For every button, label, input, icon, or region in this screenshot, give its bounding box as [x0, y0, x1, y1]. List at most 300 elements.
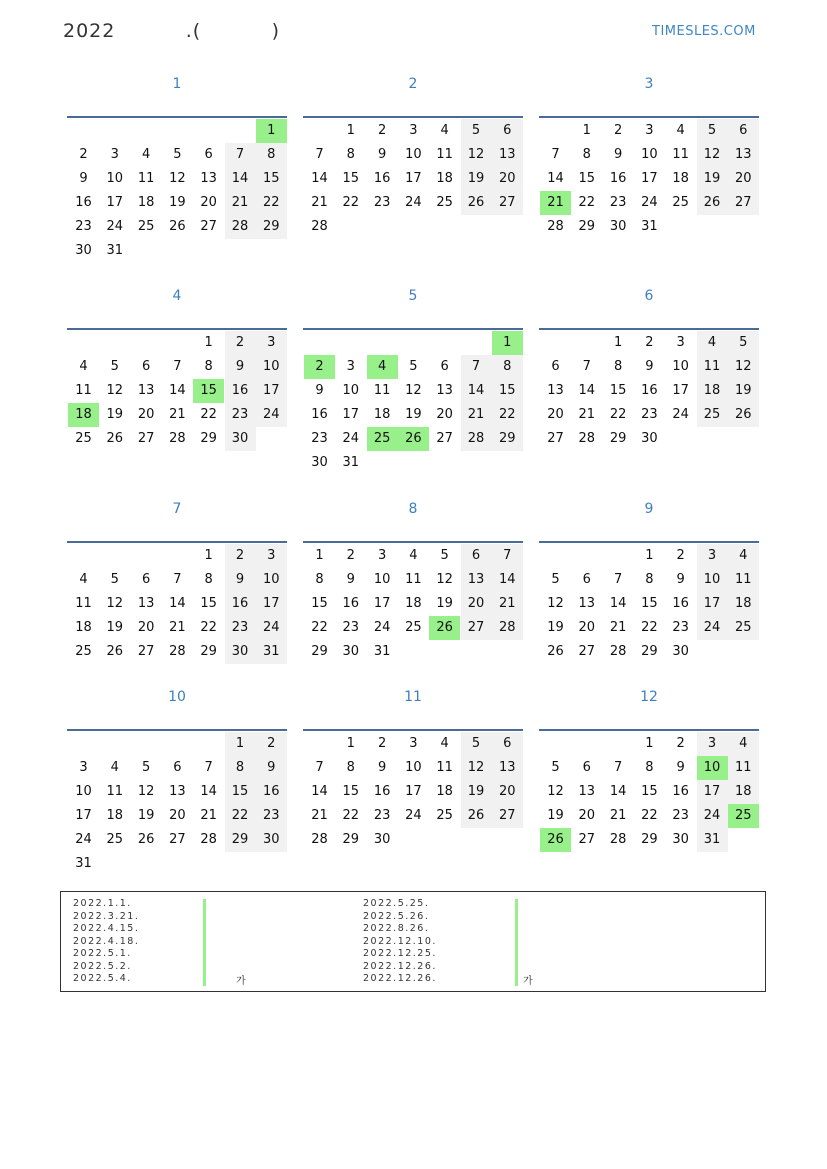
day-cell: 7 — [173, 571, 182, 587]
day-cell: 14 — [225, 167, 256, 191]
day-cell: 30 — [225, 427, 256, 451]
day-cell: 21 — [609, 807, 627, 823]
day-cell: 13 — [728, 143, 759, 167]
day-cell: 1 — [315, 548, 324, 563]
day-cell: 18 — [728, 592, 759, 616]
day-cell: 25 — [697, 403, 728, 427]
month-header-rule — [67, 116, 287, 118]
day-cell: 6 — [204, 146, 213, 162]
day-cell: 22 — [225, 804, 256, 828]
day-cell: 16 — [225, 379, 256, 403]
day-cell: 25 — [436, 807, 453, 823]
day-cell: 29 — [492, 427, 523, 451]
day-cell: 12 — [728, 355, 759, 379]
day-cell: 22 — [578, 194, 596, 210]
day-cell: 15 — [641, 783, 658, 799]
day-cell: 6 — [141, 358, 151, 374]
day-cell: 18 — [672, 170, 689, 186]
day-cell: 5 — [728, 331, 759, 355]
day-cell: 27 — [492, 804, 523, 828]
day-cell: 9 — [346, 571, 355, 587]
day-cell: 10 — [256, 568, 287, 592]
day-cell: 3 — [409, 123, 418, 138]
month-header-rule — [67, 328, 287, 330]
day-cell: 9 — [645, 358, 654, 374]
day-cell: 26 — [461, 804, 492, 828]
page-title: 2022 .( ) — [63, 20, 281, 42]
day-cell: 9 — [315, 382, 324, 398]
day-cell: 29 — [609, 430, 627, 446]
day-cell: 23 — [225, 616, 256, 640]
day-cell: 3 — [697, 544, 728, 568]
day-cell: 12 — [137, 783, 155, 799]
day-cell: 4 — [79, 358, 88, 374]
day-cell: 19 — [137, 807, 155, 823]
site-logo[interactable]: TIMESLES.COM — [652, 24, 756, 39]
day-cell: 17 — [256, 592, 287, 616]
day-cell: 25 — [75, 430, 92, 446]
day-cell: 12 — [169, 170, 186, 186]
day-cell: 28 — [200, 831, 217, 847]
day-cell: 22 — [200, 406, 217, 422]
day-cell: 11 — [106, 783, 124, 799]
day-cell: 1 — [613, 335, 623, 350]
day-cell: 5 — [110, 571, 119, 587]
holiday-day-cell: 1 — [256, 119, 287, 143]
month-header-rule — [539, 328, 759, 330]
legend-suffix-right: 가 — [523, 976, 533, 987]
day-cell: 8 — [492, 355, 523, 379]
day-cell: 6 — [492, 732, 523, 756]
day-cell: 3 — [676, 335, 685, 350]
day-cell: 14 — [578, 382, 596, 398]
day-cell: 23 — [609, 194, 627, 210]
legend-bar-left — [203, 899, 206, 986]
day-cell: 10 — [106, 170, 124, 186]
month-7 — [67, 499, 287, 659]
day-cell: 2 — [676, 548, 685, 563]
month-title: 7 — [172, 501, 182, 517]
day-cell: 27 — [169, 831, 186, 847]
day-cell: 6 — [582, 571, 591, 587]
day-cell: 28 — [311, 218, 328, 234]
day-cell: 13 — [200, 170, 217, 186]
month-title: 1 — [172, 76, 182, 92]
day-cell: 8 — [613, 358, 623, 374]
day-cell: 26 — [169, 218, 186, 234]
day-cell: 14 — [169, 595, 186, 611]
day-cell: 18 — [728, 780, 759, 804]
day-cell: 2 — [377, 736, 387, 751]
day-cell: 18 — [436, 170, 453, 186]
holiday-day-cell: 1 — [492, 331, 523, 355]
day-cell: 16 — [225, 592, 256, 616]
day-cell: 4 — [728, 544, 759, 568]
day-cell: 18 — [373, 406, 391, 422]
day-cell: 6 — [582, 759, 591, 775]
day-cell: 24 — [75, 831, 92, 847]
day-cell: 24 — [342, 430, 360, 446]
legend-bar-right — [515, 899, 518, 986]
day-cell: 27 — [492, 191, 523, 215]
day-cell: 25 — [106, 831, 124, 847]
legend-date: 2022.1.1. — [73, 898, 132, 909]
day-cell: 4 — [440, 123, 449, 138]
day-cell: 22 — [492, 403, 523, 427]
day-cell: 25 — [75, 643, 92, 659]
day-cell: 5 — [551, 571, 560, 587]
month-header-rule — [303, 541, 523, 543]
day-cell: 9 — [225, 355, 256, 379]
day-cell: 5 — [409, 358, 418, 374]
day-cell: 24 — [373, 619, 391, 635]
legend-date: 2022.12.26. — [363, 973, 437, 984]
month-4 — [67, 286, 287, 446]
day-cell: 20 — [492, 780, 523, 804]
day-cell: 21 — [311, 194, 328, 210]
month-header-rule — [539, 541, 759, 543]
day-cell: 15 — [641, 595, 658, 611]
day-cell: 20 — [492, 167, 523, 191]
day-cell: 31 — [342, 454, 360, 470]
day-cell: 23 — [672, 807, 689, 823]
day-cell: 21 — [578, 406, 596, 422]
day-cell: 5 — [551, 759, 560, 775]
day-cell: 3 — [697, 732, 728, 756]
day-cell: 31 — [373, 643, 391, 659]
day-cell: 4 — [676, 123, 685, 138]
day-cell: 4 — [110, 759, 119, 775]
day-cell: 22 — [641, 807, 658, 823]
day-cell: 20 — [728, 167, 759, 191]
day-cell: 5 — [461, 119, 492, 143]
holiday-day-cell: 4 — [367, 355, 398, 379]
legend-date: 2022.4.18. — [73, 935, 140, 947]
day-cell: 3 — [256, 544, 287, 568]
day-cell: 9 — [676, 571, 685, 587]
day-cell: 3 — [377, 548, 387, 563]
day-cell: 2 — [79, 146, 88, 162]
month-header-rule — [303, 328, 523, 330]
day-cell: 29 — [200, 430, 217, 446]
day-cell: 17 — [697, 592, 728, 616]
day-cell: 15 — [609, 382, 627, 398]
month-11 — [303, 687, 523, 847]
day-cell: 11 — [436, 759, 453, 775]
day-cell: 15 — [578, 170, 596, 186]
holiday-day-cell: 26 — [429, 616, 460, 640]
day-cell: 20 — [578, 807, 596, 823]
day-cell: 13 — [436, 382, 453, 398]
day-cell: 22 — [641, 619, 658, 635]
day-cell: 3 — [256, 331, 287, 355]
day-cell: 8 — [256, 143, 287, 167]
day-cell: 16 — [672, 595, 689, 611]
day-cell: 19 — [461, 167, 492, 191]
day-cell: 20 — [578, 619, 596, 635]
holiday-day-cell: 15 — [193, 379, 224, 403]
day-cell: 30 — [672, 643, 689, 659]
day-cell: 5 — [173, 146, 182, 162]
day-cell: 8 — [645, 571, 654, 587]
day-cell: 7 — [613, 571, 623, 587]
day-cell: 3 — [409, 736, 418, 751]
day-cell: 1 — [645, 736, 654, 751]
day-cell: 22 — [609, 406, 627, 422]
day-cell: 23 — [373, 194, 391, 210]
day-cell: 2 — [613, 123, 623, 138]
day-cell: 7 — [204, 759, 213, 775]
day-cell: 28 — [225, 215, 256, 239]
day-cell: 29 — [256, 215, 287, 239]
day-cell: 2 — [377, 123, 387, 138]
day-cell: 4 — [141, 146, 151, 162]
day-cell: 24 — [106, 218, 124, 234]
day-cell: 27 — [547, 430, 564, 446]
legend-date: 2022.12.10. — [363, 935, 437, 947]
day-cell: 1 — [645, 548, 654, 563]
day-cell: 7 — [551, 146, 560, 162]
month-title: 4 — [172, 288, 182, 304]
day-cell: 14 — [311, 170, 328, 186]
month-6 — [539, 286, 759, 446]
day-cell: 29 — [641, 643, 658, 659]
day-cell: 20 — [436, 406, 453, 422]
day-cell: 23 — [373, 807, 391, 823]
day-cell: 19 — [697, 167, 728, 191]
day-cell: 29 — [342, 831, 360, 847]
day-cell: 15 — [225, 780, 256, 804]
month-title: 2 — [408, 76, 418, 92]
holiday-day-cell: 26 — [540, 828, 571, 852]
day-cell: 26 — [728, 403, 759, 427]
legend-date: 2022.5.26. — [363, 910, 430, 922]
day-cell: 8 — [645, 759, 654, 775]
day-cell: 14 — [169, 382, 186, 398]
day-cell: 3 — [346, 358, 355, 374]
month-8 — [303, 499, 523, 659]
day-cell: 26 — [697, 191, 728, 215]
day-cell: 14 — [609, 783, 627, 799]
day-cell: 5 — [461, 732, 492, 756]
day-cell: 24 — [641, 194, 658, 210]
month-header-rule — [539, 729, 759, 731]
day-cell: 18 — [106, 807, 124, 823]
day-cell: 14 — [609, 595, 627, 611]
day-cell: 1 — [204, 335, 213, 350]
day-cell: 7 — [315, 146, 324, 162]
day-cell: 18 — [697, 379, 728, 403]
day-cell: 22 — [256, 191, 287, 215]
day-cell: 13 — [137, 595, 155, 611]
day-cell: 9 — [676, 759, 685, 775]
day-cell: 19 — [728, 379, 759, 403]
day-cell: 2 — [256, 732, 287, 756]
day-cell: 12 — [547, 783, 564, 799]
day-cell: 13 — [547, 382, 564, 398]
day-cell: 1 — [582, 123, 591, 138]
day-cell: 16 — [373, 170, 391, 186]
day-cell: 17 — [641, 170, 658, 186]
day-cell: 26 — [137, 831, 155, 847]
day-cell: 10 — [405, 759, 422, 775]
day-cell: 30 — [373, 831, 391, 847]
day-cell: 5 — [440, 548, 449, 563]
month-title: 5 — [408, 288, 418, 304]
day-cell: 20 — [169, 807, 186, 823]
day-cell: 30 — [609, 218, 627, 234]
day-cell: 1 — [204, 548, 213, 563]
day-cell: 9 — [377, 146, 387, 162]
day-cell: 11 — [672, 146, 689, 162]
day-cell: 21 — [492, 592, 523, 616]
day-cell: 9 — [79, 170, 88, 186]
day-cell: 4 — [79, 571, 88, 587]
legend-date: 2022.5.1. — [73, 948, 132, 959]
day-cell: 7 — [613, 759, 623, 775]
day-cell: 2 — [676, 736, 685, 751]
day-cell: 5 — [110, 358, 119, 374]
day-cell: 29 — [311, 643, 328, 659]
day-cell: 17 — [342, 406, 360, 422]
day-cell: 13 — [169, 783, 186, 799]
day-cell: 4 — [409, 548, 418, 563]
day-cell: 10 — [373, 571, 391, 587]
month-title: 3 — [644, 76, 654, 92]
day-cell: 11 — [728, 568, 759, 592]
day-cell: 14 — [492, 568, 523, 592]
day-cell: 10 — [256, 355, 287, 379]
day-cell: 2 — [645, 335, 654, 350]
day-cell: 9 — [256, 756, 287, 780]
day-cell: 22 — [200, 619, 217, 635]
day-cell: 13 — [137, 382, 155, 398]
day-cell: 21 — [609, 619, 627, 635]
day-cell: 9 — [377, 759, 387, 775]
day-cell: 24 — [405, 194, 422, 210]
day-cell: 25 — [728, 616, 759, 640]
day-cell: 27 — [137, 643, 155, 659]
day-cell: 6 — [141, 571, 151, 587]
day-cell: 15 — [200, 595, 217, 611]
day-cell: 30 — [75, 242, 92, 258]
day-cell: 2 — [225, 544, 256, 568]
day-cell: 15 — [492, 379, 523, 403]
day-cell: 14 — [200, 783, 217, 799]
day-cell: 27 — [578, 831, 596, 847]
legend-suffix-left: 가 — [236, 976, 246, 987]
day-cell: 26 — [547, 643, 564, 659]
month-header-rule — [539, 116, 759, 118]
day-cell: 26 — [106, 430, 124, 446]
legend-list-right — [363, 898, 437, 986]
day-cell: 24 — [672, 406, 689, 422]
day-cell: 21 — [461, 403, 492, 427]
month-title: 10 — [168, 689, 186, 705]
holiday-day-cell: 26 — [398, 427, 429, 451]
day-cell: 9 — [225, 568, 256, 592]
day-cell: 19 — [436, 595, 453, 611]
day-cell: 16 — [75, 194, 92, 210]
day-cell: 17 — [75, 807, 92, 823]
day-cell: 27 — [200, 218, 217, 234]
day-cell: 28 — [609, 643, 627, 659]
day-cell: 13 — [492, 143, 523, 167]
day-cell: 16 — [641, 382, 658, 398]
day-cell: 12 — [547, 595, 564, 611]
day-cell: 14 — [461, 379, 492, 403]
day-cell: 11 — [697, 355, 728, 379]
day-cell: 6 — [728, 119, 759, 143]
day-cell: 13 — [578, 595, 596, 611]
day-cell: 28 — [311, 831, 328, 847]
day-cell: 6 — [492, 119, 523, 143]
day-cell: 15 — [342, 170, 360, 186]
day-cell: 23 — [256, 804, 287, 828]
day-cell: 12 — [697, 143, 728, 167]
day-cell: 8 — [225, 756, 256, 780]
month-header-rule — [303, 729, 523, 731]
day-cell: 29 — [641, 831, 658, 847]
day-cell: 30 — [256, 828, 287, 852]
day-cell: 21 — [169, 406, 186, 422]
holiday-legend — [60, 891, 766, 992]
legend-date: 2022.4.15. — [73, 923, 140, 934]
day-cell: 14 — [547, 170, 564, 186]
legend-date: 2022.12.26. — [363, 960, 437, 972]
day-cell: 15 — [311, 595, 328, 611]
day-cell: 31 — [106, 242, 124, 258]
day-cell: 30 — [225, 640, 256, 664]
month-header-rule — [67, 729, 287, 731]
day-cell: 28 — [609, 831, 627, 847]
day-cell: 22 — [342, 807, 360, 823]
day-cell: 4 — [728, 732, 759, 756]
day-cell: 25 — [137, 218, 155, 234]
day-cell: 23 — [225, 403, 256, 427]
day-cell: 10 — [641, 146, 658, 162]
day-cell: 10 — [342, 382, 360, 398]
legend-date: 2022.3.21. — [73, 910, 140, 922]
day-cell: 2 — [225, 331, 256, 355]
holiday-day-cell: 18 — [68, 403, 99, 427]
day-cell: 24 — [256, 403, 287, 427]
day-cell: 30 — [342, 643, 360, 659]
day-cell: 27 — [461, 616, 492, 640]
day-cell: 17 — [256, 379, 287, 403]
legend-date: 2022.5.2. — [73, 960, 132, 972]
day-cell: 28 — [461, 427, 492, 451]
day-cell: 19 — [547, 807, 564, 823]
day-cell: 24 — [405, 807, 422, 823]
day-cell: 8 — [204, 358, 213, 374]
month-header-rule — [303, 116, 523, 118]
day-cell: 10 — [75, 783, 92, 799]
day-cell: 27 — [436, 430, 453, 446]
day-cell: 12 — [461, 143, 492, 167]
day-cell: 31 — [75, 855, 92, 871]
day-cell: 31 — [697, 828, 728, 852]
day-cell: 8 — [582, 146, 591, 162]
day-cell: 24 — [256, 616, 287, 640]
day-cell: 28 — [578, 430, 596, 446]
day-cell: 21 — [225, 191, 256, 215]
day-cell: 2 — [346, 548, 355, 563]
day-cell: 20 — [547, 406, 564, 422]
day-cell: 27 — [578, 643, 596, 659]
day-cell: 7 — [492, 544, 523, 568]
day-cell: 26 — [106, 643, 124, 659]
